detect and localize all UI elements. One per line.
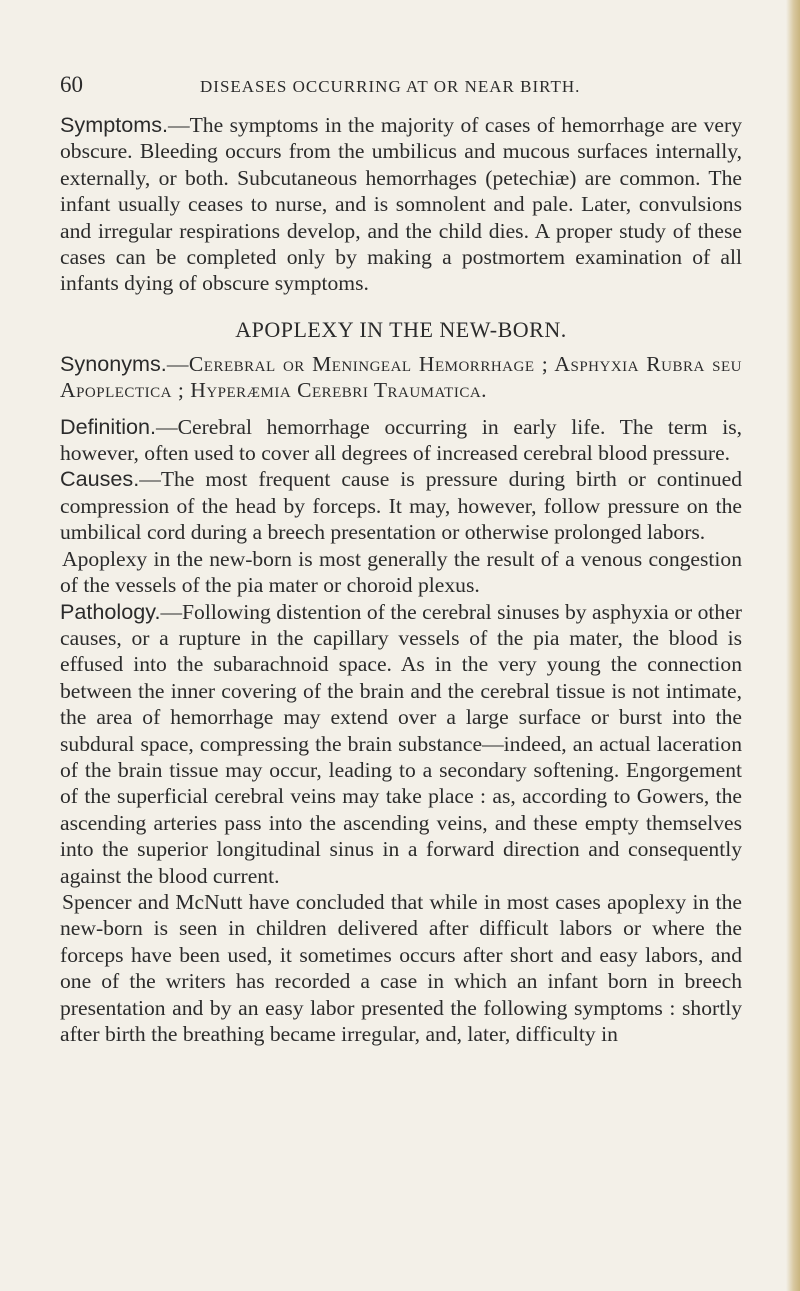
pathology-text: —Following distention of the cerebral sinuses by asphyxia or other causes, or a rupture in the capillary vessels of the pia mater, the blood is effused into the subarachnoid space. As in the very young the connection between the inner covering of the brain and the cerebral tissue is not intimate, the area of hemorrhage may extend over a large surface or burst into the subdural space, compressing the brain substance—indeed, an actual laceration of the brain tissue may occur, leading to a secondary softening. Engorgement of the superficial cerebral veins may take place : as, according to Gowers, the ascending arteries pass into the ascending veins, and these empty themselves into the superior longitudinal sinus in a forward direction and consequently against the blood current. (60, 599, 742, 888)
symptoms-label: Symptoms. (60, 112, 168, 137)
page-header (60, 72, 742, 112)
book-page (60, 72, 742, 1047)
symptoms-text: —The symptoms in the majority of cases of hemorrhage are very obscure. Bleeding occurs from the umbilicus and mucous surfaces internally, externally, or both. Subcutaneous hemorrhages (petechiæ) are common. The infant usually ceases to nurse, and is somnolent and pale. Later, convulsions and irregular respirations develop, and the child dies. A proper study of these cases can be completed only by making a postmortem examination of all infants dying of obscure symptoms. (60, 113, 742, 296)
page-edge-shadow (786, 0, 800, 1291)
causes-paragraph-2: Apoplexy in the new-born is most generally the result of a venous congestion of the vessels of the pia mater or choroid plexus. (60, 546, 742, 598)
synonyms-paragraph (60, 351, 742, 404)
section-title: APOPLEXY IN THE NEW-BORN. (235, 316, 567, 342)
causes-text: —The most frequent cause is pressure during birth or continued compression of the head by forceps. It may, however, follow pressure on the umbilical cord during a breech presentation or otherwise prolonged labors. (60, 467, 742, 545)
running-head: DISEASES OCCURRING AT OR NEAR BIRTH. (200, 77, 581, 96)
definition-text: —Cerebral hemorrhage occurring in early life. The term is, however, often used to cover all degrees of increased cerebral blood pressure. (60, 414, 742, 466)
definition-paragraph (60, 414, 742, 467)
pathology-label: Pathology. (60, 598, 161, 624)
synonyms-text: —Cerebral or Meningeal Hemorrhage ; Asphyxia Rubra seu Apoplectica ; Hyperæmia Cerebri Traumatica. (60, 351, 742, 403)
causes-paragraph (60, 466, 742, 545)
definition-label: Definition. (60, 413, 157, 439)
synonyms-label: Synonyms. (60, 350, 167, 376)
pathology-paragraph (60, 599, 742, 889)
page-number: 60 (60, 72, 83, 97)
causes-label: Causes. (60, 466, 140, 492)
symptoms-paragraph (60, 112, 742, 297)
pathology-paragraph-2: Spencer and McNutt have concluded that while in most cases apoplexy in the new-born is seen in children delivered after difficult labors or where the forceps have been used, it sometimes occurs after short and easy labors, and one of the writers has recorded a case in which an infant born in breech presentation and by an easy labor presented the following symptoms : shortly after birth the breathing became irregular, and, later, difficulty in (60, 889, 742, 1046)
